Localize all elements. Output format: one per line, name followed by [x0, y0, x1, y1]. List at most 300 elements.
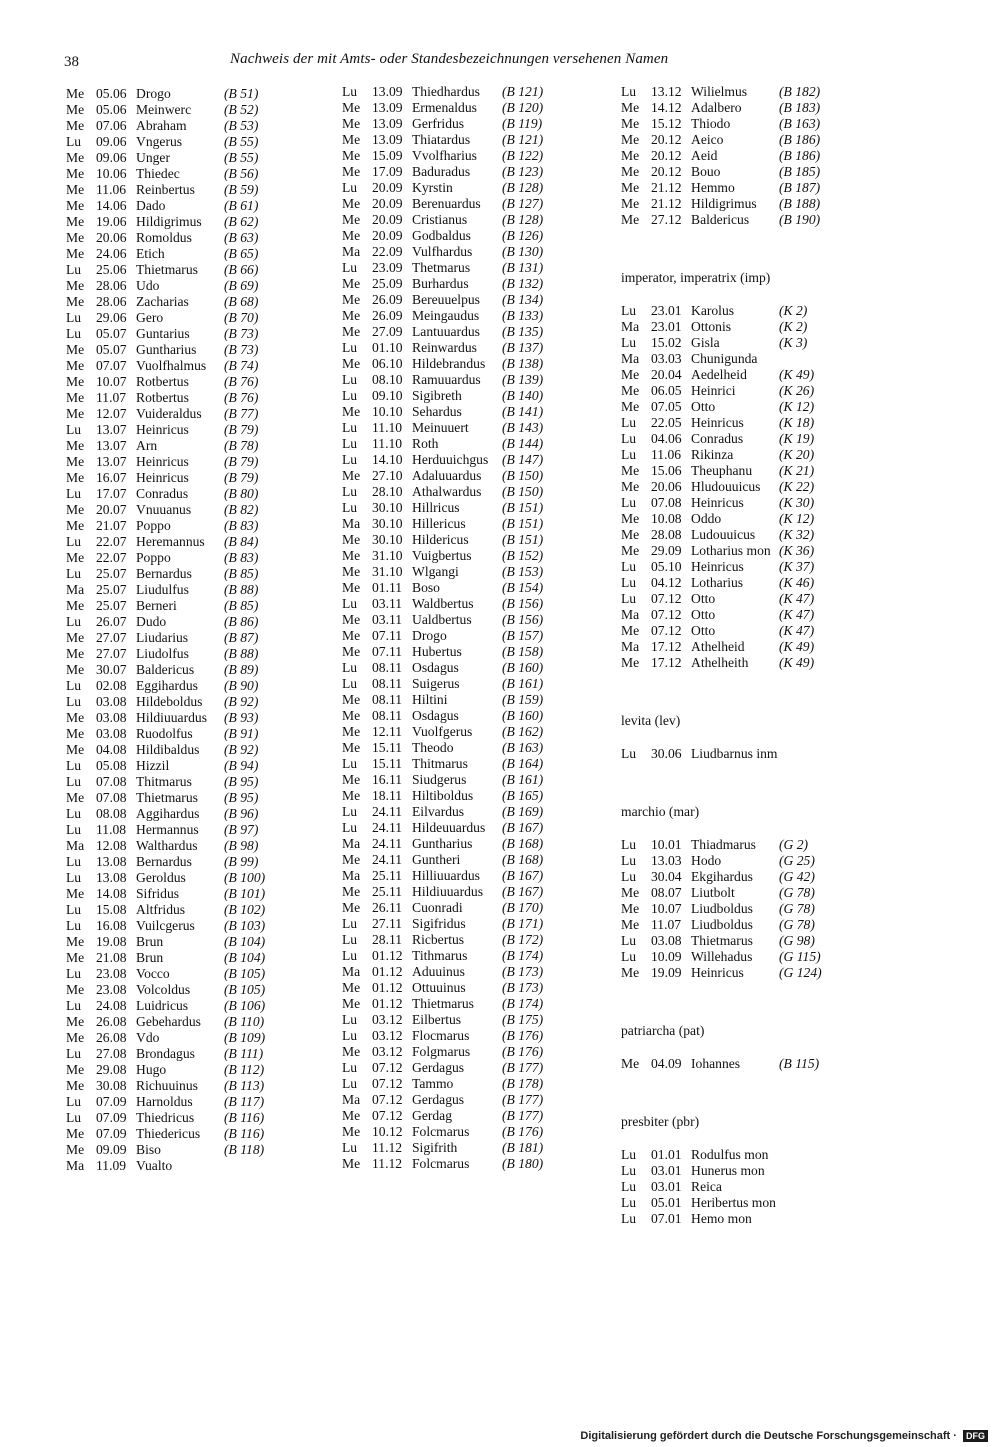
entry-date: 31.10 [372, 564, 403, 579]
source-siglum: Lu [342, 180, 358, 195]
entry-name: Hemmo [691, 180, 735, 195]
entry-row [342, 692, 602, 708]
source-siglum: Me [66, 646, 85, 661]
entry-name: Ottuuinus [412, 980, 466, 995]
entry-date: 13.07 [96, 422, 127, 437]
entry-row [342, 932, 602, 948]
entry-row [66, 726, 326, 742]
entry-reference: (B 137) [502, 340, 544, 355]
source-siglum: Lu [66, 422, 82, 437]
entry-reference: (B 186) [779, 132, 821, 147]
entry-row [342, 324, 602, 340]
entry-date: 14.08 [96, 886, 127, 901]
entry-name: Hludouuicus [691, 479, 761, 494]
source-siglum: Me [342, 116, 361, 131]
entry-row [66, 278, 326, 294]
entry-reference: (B 190) [779, 212, 821, 227]
entry-reference: (K 12) [779, 399, 815, 414]
entry-reference: (B 174) [502, 996, 544, 1011]
entry-row [342, 820, 602, 836]
section-heading: marchio (mar) [621, 804, 700, 819]
entry-name: Ottonis [691, 319, 732, 334]
entry-row [621, 607, 881, 623]
entry-date: 23.08 [96, 966, 127, 981]
entry-row [621, 212, 881, 228]
entry-name: Sigibreth [412, 388, 462, 403]
entry-name: Vngerus [136, 134, 183, 149]
entry-row [342, 372, 602, 388]
entry-date: 28.06 [96, 278, 127, 293]
source-siglum: Me [342, 1124, 361, 1139]
entry-reference: (B 127) [502, 196, 544, 211]
entry-name: Wlgangi [412, 564, 459, 579]
source-siglum: Lu [621, 1179, 637, 1194]
entry-row [342, 356, 602, 372]
entry-name: Liudboldus [691, 917, 753, 932]
entry-row [66, 214, 326, 230]
entry-reference: (B 164) [502, 756, 544, 771]
entry-date: 03.08 [96, 726, 127, 741]
entry-name: Liudboldus [691, 901, 753, 916]
entry-date: 25.11 [372, 868, 403, 883]
entry-column-1 [66, 86, 326, 1174]
entry-row [621, 933, 881, 949]
entry-name: Otto [691, 607, 716, 622]
entry-row [66, 470, 326, 486]
entry-row [621, 949, 881, 965]
entry-date: 07.09 [96, 1126, 127, 1141]
source-siglum: Lu [66, 262, 82, 277]
entry-reference: (B 150) [502, 468, 544, 483]
dfg-logo: DFG [963, 1430, 988, 1442]
source-siglum: Me [621, 196, 640, 211]
entry-reference: (B 104) [224, 934, 266, 949]
entry-reference: (B 99) [224, 854, 259, 869]
entry-date: 15.08 [96, 902, 127, 917]
entry-date: 26.09 [372, 308, 403, 323]
entry-name: Hildeuuardus [412, 820, 486, 835]
entry-date: 11.08 [96, 822, 127, 837]
source-siglum: Lu [621, 303, 637, 318]
entry-reference: (B 105) [224, 966, 266, 981]
entry-reference: (B 94) [224, 758, 259, 773]
entry-date: 12.11 [372, 724, 403, 739]
entry-name: Hiltiboldus [412, 788, 474, 803]
source-siglum: Me [66, 886, 85, 901]
entry-reference: (B 92) [224, 742, 259, 757]
source-siglum: Ma [66, 838, 85, 853]
entry-date: 26.11 [372, 900, 403, 915]
entry-reference: (B 151) [502, 500, 544, 515]
entry-name: Hildebrandus [412, 356, 486, 371]
entry-date: 28.11 [372, 932, 403, 947]
entry-name: Udo [136, 278, 160, 293]
entry-date: 01.12 [372, 996, 403, 1011]
entry-name: Vuolfhalmus [136, 358, 207, 373]
entry-name: Vvolfharius [412, 148, 477, 163]
source-siglum: Me [342, 356, 361, 371]
entry-date: 29.09 [651, 543, 682, 558]
source-siglum: Me [66, 726, 85, 741]
entry-date: 11.10 [372, 420, 403, 435]
entry-reference: (B 132) [502, 276, 544, 291]
source-siglum: Lu [342, 948, 358, 963]
entry-row [621, 335, 881, 351]
entry-date: 25.07 [96, 582, 127, 597]
entry-date: 28.08 [651, 527, 682, 542]
entry-name: Brondagus [136, 1046, 195, 1061]
entry-row [342, 308, 602, 324]
entry-reference: (B 121) [502, 84, 544, 99]
entry-name: Hizzil [136, 758, 170, 773]
entry-row [342, 1044, 602, 1060]
entry-reference: (B 158) [502, 644, 544, 659]
source-siglum: Lu [66, 774, 82, 789]
entry-reference: (G 124) [779, 965, 822, 980]
entry-reference: (K 18) [779, 415, 815, 430]
entry-name: Cristianus [412, 212, 468, 227]
entry-row [342, 404, 602, 420]
entry-row [621, 148, 881, 164]
entry-name: Romoldus [136, 230, 192, 245]
entry-row [342, 228, 602, 244]
source-siglum: Me [342, 228, 361, 243]
entry-reference: (G 98) [779, 933, 815, 948]
source-siglum: Lu [342, 84, 358, 99]
entry-reference: (B 98) [224, 838, 259, 853]
entry-date: 20.12 [651, 164, 682, 179]
entry-date: 30.10 [372, 532, 403, 547]
entry-row [621, 367, 881, 383]
entry-reference: (K 46) [779, 575, 815, 590]
entry-row [66, 1110, 326, 1126]
source-siglum: Me [66, 742, 85, 757]
entry-row [621, 196, 881, 212]
source-siglum: Me [342, 612, 361, 627]
entry-reference: (B 59) [224, 182, 259, 197]
entry-row [66, 1078, 326, 1094]
source-siglum: Lu [342, 1076, 358, 1091]
entry-name: Theuphanu [691, 463, 753, 478]
entry-reference: (K 47) [779, 607, 815, 622]
entry-row [66, 1158, 326, 1174]
entry-row [342, 628, 602, 644]
entry-row [342, 612, 602, 628]
entry-reference: (B 116) [224, 1126, 265, 1141]
source-siglum: Lu [621, 1211, 637, 1226]
entry-date: 20.12 [651, 132, 682, 147]
entry-reference: (B 135) [502, 324, 544, 339]
source-siglum: Me [342, 404, 361, 419]
source-siglum: Me [621, 132, 640, 147]
entry-name: Hubertus [412, 644, 462, 659]
entry-name: Liudbarnus inm [691, 746, 778, 761]
entry-name: Ramuuardus [412, 372, 481, 387]
entry-reference: (K 26) [779, 383, 815, 398]
entry-name: Herduuichgus [412, 452, 489, 467]
entry-name: Thetmarus [412, 260, 471, 275]
entry-reference: (B 62) [224, 214, 259, 229]
entry-row [66, 262, 326, 278]
entry-name: Hermannus [136, 822, 199, 837]
entry-row [66, 550, 326, 566]
entry-name: Heremannus [136, 534, 205, 549]
entry-date: 03.03 [651, 351, 682, 366]
entry-reference: (B 76) [224, 374, 259, 389]
entry-reference: (B 80) [224, 486, 259, 501]
entry-date: 11.12 [372, 1140, 403, 1155]
source-siglum: Lu [342, 420, 358, 435]
page-number: 38 [64, 54, 79, 70]
entry-row [342, 84, 602, 100]
entry-row [66, 710, 326, 726]
entry-name: Hiltini [412, 692, 448, 707]
entry-reference: (B 159) [502, 692, 544, 707]
entry-date: 22.05 [651, 415, 682, 430]
entry-date: 15.11 [372, 756, 403, 771]
entry-row [66, 790, 326, 806]
entry-row [621, 447, 881, 463]
entry-name: Athelheith [691, 655, 749, 670]
entry-reference: (B 167) [502, 820, 544, 835]
source-siglum: Me [342, 212, 361, 227]
source-siglum: Lu [342, 1140, 358, 1155]
entry-date: 17.07 [96, 486, 127, 501]
entry-row [66, 342, 326, 358]
entry-date: 24.11 [372, 852, 403, 867]
entry-date: 05.06 [96, 102, 127, 117]
entry-name: Unger [136, 150, 170, 165]
entry-date: 27.12 [651, 212, 682, 227]
source-siglum: Lu [342, 484, 358, 499]
entry-row [621, 431, 881, 447]
entry-row [621, 415, 881, 431]
entry-reference: (B 78) [224, 438, 259, 453]
entry-name: Guntharius [412, 836, 473, 851]
entry-row [66, 102, 326, 118]
entry-row [342, 804, 602, 820]
entry-reference: (B 151) [502, 532, 544, 547]
entry-name: Vulfhardus [412, 244, 473, 259]
entry-date: 20.09 [372, 180, 403, 195]
source-siglum: Me [66, 278, 85, 293]
entry-name: Heinrici [691, 383, 736, 398]
entry-name: Flocmarus [412, 1028, 470, 1043]
entry-name: Sigifrith [412, 1140, 458, 1155]
entry-reference: (B 106) [224, 998, 266, 1013]
entry-row [66, 374, 326, 390]
entry-name: Vualto [136, 1158, 173, 1173]
source-siglum: Me [342, 884, 361, 899]
entry-row [621, 853, 881, 869]
entry-reference: (B 138) [502, 356, 544, 371]
source-siglum: Lu [342, 1012, 358, 1027]
source-siglum: Me [342, 708, 361, 723]
entry-reference: (B 160) [502, 660, 544, 675]
source-siglum: Ma [342, 836, 361, 851]
entry-name: Folgmarus [412, 1044, 471, 1059]
source-siglum: Me [621, 917, 640, 932]
entry-reference: (B 169) [502, 804, 544, 819]
entry-reference: (B 103) [224, 918, 266, 933]
entry-reference: (B 87) [224, 630, 259, 645]
entry-reference: (K 36) [779, 543, 815, 558]
source-siglum: Me [66, 86, 85, 101]
entry-name: Lotharius [691, 575, 744, 590]
entry-row [66, 1046, 326, 1062]
source-siglum: Me [621, 164, 640, 179]
entry-name: Rodulfus mon [691, 1147, 769, 1162]
source-siglum: Lu [342, 932, 358, 947]
entry-reference: (B 147) [502, 452, 544, 467]
entry-date: 02.08 [96, 678, 127, 693]
entry-name: Osdagus [412, 708, 459, 723]
section-heading: imperator, imperatrix (imp) [621, 270, 771, 285]
entry-row [66, 1062, 326, 1078]
entry-date: 07.01 [651, 1211, 682, 1226]
entry-date: 09.06 [96, 134, 127, 149]
entry-date: 26.09 [372, 292, 403, 307]
entry-name: Heinricus [691, 495, 744, 510]
entry-row [342, 772, 602, 788]
entry-row [621, 623, 881, 639]
entry-date: 08.10 [372, 372, 403, 387]
entry-reference: (B 118) [224, 1142, 265, 1157]
entry-date: 15.09 [372, 148, 403, 163]
entry-date: 07.11 [372, 644, 403, 659]
entry-reference: (B 79) [224, 470, 259, 485]
entry-date: 20.09 [372, 212, 403, 227]
source-siglum: Lu [342, 500, 358, 515]
entry-date: 10.08 [651, 511, 682, 526]
entry-row [342, 740, 602, 756]
source-siglum: Me [66, 390, 85, 405]
entry-row [66, 614, 326, 630]
entry-row [621, 479, 881, 495]
entry-row [66, 934, 326, 950]
entry-reference: (B 122) [502, 148, 544, 163]
source-siglum: Me [342, 980, 361, 995]
entry-name: Waldbertus [412, 596, 474, 611]
entry-date: 24.11 [372, 804, 403, 819]
source-siglum: Me [342, 276, 361, 291]
entry-reference: (B 82) [224, 502, 259, 517]
entry-reference: (B 83) [224, 550, 259, 565]
source-siglum: Me [342, 788, 361, 803]
entry-date: 13.08 [96, 870, 127, 885]
entry-reference: (K 22) [779, 479, 815, 494]
entry-reference: (G 115) [779, 949, 821, 964]
source-siglum: Ma [342, 964, 361, 979]
entry-name: Reinbertus [136, 182, 195, 197]
source-siglum: Me [621, 511, 640, 526]
entry-date: 22.09 [372, 244, 403, 259]
entry-name: Lotharius mon [691, 543, 771, 558]
entry-row [342, 1140, 602, 1156]
entry-reference: (B 69) [224, 278, 259, 293]
source-siglum: Ma [621, 607, 640, 622]
entry-row [342, 868, 602, 884]
source-siglum: Me [621, 367, 640, 382]
entry-row [621, 639, 881, 655]
entry-reference: (B 154) [502, 580, 544, 595]
entry-name: Thiedhardus [412, 84, 480, 99]
entry-date: 18.11 [372, 788, 403, 803]
entry-date: 01.11 [372, 580, 403, 595]
entry-name: Conradus [136, 486, 189, 501]
source-siglum: Me [66, 1014, 85, 1029]
source-siglum: Me [66, 1062, 85, 1077]
entry-reference: (B 85) [224, 598, 259, 613]
source-siglum: Me [66, 550, 85, 565]
entry-name: Thiodo [691, 116, 731, 131]
entry-row [342, 148, 602, 164]
entry-row [66, 118, 326, 134]
source-siglum: Ma [342, 244, 361, 259]
entry-date: 11.10 [372, 436, 403, 451]
entry-row [621, 917, 881, 933]
entry-date: 27.10 [372, 468, 403, 483]
source-siglum: Me [66, 470, 85, 485]
source-siglum: Me [621, 180, 640, 195]
source-siglum: Lu [621, 495, 637, 510]
entry-date: 27.07 [96, 630, 127, 645]
entry-date: 15.06 [651, 463, 682, 478]
entry-row [66, 134, 326, 150]
entry-name: Walthardus [136, 838, 198, 853]
entry-reference: (B 180) [502, 1156, 544, 1171]
source-siglum: Lu [66, 806, 82, 821]
entry-reference: (B 53) [224, 118, 259, 133]
entry-date: 13.03 [651, 853, 682, 868]
entry-name: Otto [691, 399, 716, 414]
entry-date: 12.08 [96, 838, 127, 853]
source-siglum: Lu [621, 559, 637, 574]
entry-date: 07.12 [372, 1108, 403, 1123]
entry-date: 07.12 [372, 1060, 403, 1075]
entry-reference: (B 144) [502, 436, 544, 451]
entry-date: 04.06 [651, 431, 682, 446]
entry-reference: (B 188) [779, 196, 821, 211]
entry-reference: (B 123) [502, 164, 544, 179]
entry-reference: (B 84) [224, 534, 259, 549]
source-siglum: Me [66, 518, 85, 533]
entry-date: 04.09 [651, 1056, 682, 1071]
entry-row [342, 516, 602, 532]
entry-column-3 [621, 84, 881, 1227]
source-siglum: Me [342, 100, 361, 115]
entry-date: 05.08 [96, 758, 127, 773]
entry-date: 09.10 [372, 388, 403, 403]
entry-date: 03.12 [372, 1044, 403, 1059]
entry-date: 30.07 [96, 662, 127, 677]
entry-row [342, 1060, 602, 1076]
entry-row [342, 980, 602, 996]
entry-name: Thiedec [136, 166, 180, 181]
entry-date: 07.08 [96, 774, 127, 789]
entry-date: 05.07 [96, 342, 127, 357]
entry-reference: (K 3) [779, 335, 808, 350]
entry-row [66, 822, 326, 838]
entry-date: 10.10 [372, 404, 403, 419]
entry-name: Brun [136, 950, 164, 965]
entry-row [66, 246, 326, 262]
entry-row [342, 564, 602, 580]
entry-name: Thietmarus [136, 790, 198, 805]
source-siglum: Ma [342, 1092, 361, 1107]
entry-name: Meingaudus [412, 308, 480, 323]
entry-reference: (B 176) [502, 1028, 544, 1043]
